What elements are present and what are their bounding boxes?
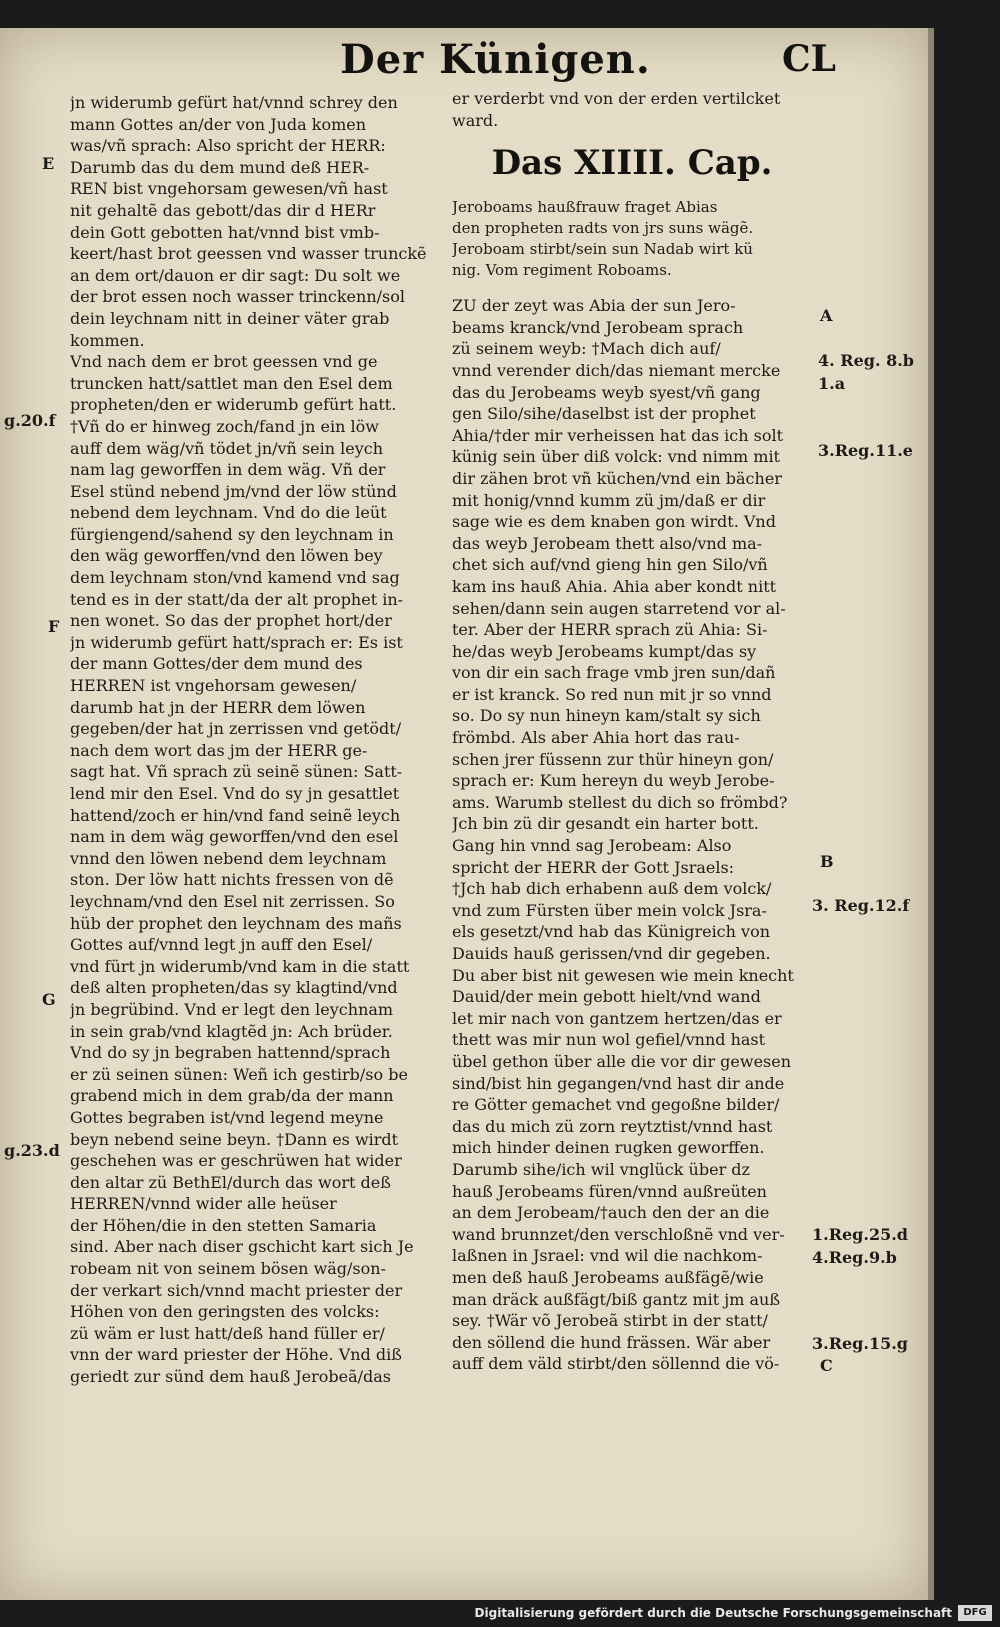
text-line: ZU der zeyt was Abia der sun Jero- — [452, 296, 736, 316]
text-line: der mann Gottes/der dem mund des — [70, 654, 363, 674]
text-line: nam in dem wäg geworffen/vnd den esel — [70, 827, 399, 847]
text-line: Dauid/der mein gebott hielt/vnd wand — [452, 987, 761, 1007]
text-line: Esel stünd nebend jm/vnd der löw stünd — [70, 481, 397, 501]
margin-reference: 1.a — [818, 374, 846, 393]
funding-credit: Digitalisierung gefördert durch die Deutsche Forschungsgemeinschaft — [474, 1606, 952, 1620]
text-line: der Höhen/die in den stetten Samaria — [70, 1215, 377, 1235]
text-line: den wäg geworffen/vnd den löwen bey — [70, 546, 383, 566]
text-line: das du Jerobeams weyb syest/vñ gang — [452, 382, 761, 402]
text-line: darumb hat jn der HERR dem löwen — [70, 697, 366, 717]
text-line: he/das weyb Jerobeams kumpt/das sy — [452, 641, 757, 661]
text-line: gegeben/der hat jn zerrissen vnd getödt/ — [70, 719, 402, 739]
text-line: vnd zum Fürsten über mein volck Jsra- — [452, 900, 767, 920]
text-line: übel gethon über alle die vor dir gewesen — [452, 1051, 792, 1071]
text-line: Du aber bist nit gewesen wie mein knecht — [452, 965, 794, 985]
chapter-heading: Das XIIII. Cap. — [491, 143, 773, 184]
text-line: hauß Jerobeams füren/vnnd außreüten — [452, 1181, 767, 1201]
text-line: sind. Aber nach diser gschicht kart sich Je — [70, 1237, 414, 1257]
text-line: von dir ein sach frage vmb jren sun/dañ — [452, 663, 776, 683]
text-line: lend mir den Esel. Vnd do sy jn gesattlet — [70, 784, 400, 803]
margin-reference: 3. Reg.12.f — [812, 896, 910, 915]
right-column — [452, 88, 812, 1375]
text-line: robeam nit von seinem bösen wäg/son- — [70, 1259, 386, 1279]
text-line: zü wäm er lust hatt/deß hand füller er/ — [70, 1323, 385, 1343]
text-line: sagt hat. Vñ sprach zü seinẽ sünen: Satt- — [70, 762, 403, 782]
text-line: Jeroboam stirbt/sein sun Nadab wirt kü — [452, 240, 753, 259]
text-line: sey. †Wär võ Jerobeã stirbt in der statt/ — [452, 1311, 768, 1331]
text-line: kam ins hauß Ahia. Ahia aber kondt nitt — [452, 576, 777, 596]
text-line: frömbd. Als aber Ahia hort das rau- — [452, 728, 740, 748]
margin-reference: g.23.d — [4, 1141, 60, 1160]
text-line: REN bist vngehorsam gewesen/vñ hast — [70, 179, 388, 199]
text-line: hattend/zoch er hin/vnd fand seinẽ leych — [70, 805, 401, 825]
text-line: re Götter gemachet vnd gegoßne bilder/ — [452, 1095, 780, 1115]
text-line: nach dem wort das jm der HERR ge- — [70, 740, 368, 760]
text-line: den altar zü BethEl/durch das wort deß — [70, 1172, 391, 1192]
text-line: Gottes auf/vnnd legt jn auff den Esel/ — [70, 935, 373, 955]
text-line: vnnd den löwen nebend dem leychnam — [70, 848, 387, 868]
text-line: mit honig/vnnd kumm zü jm/daß er dir — [452, 490, 766, 510]
margin-reference: 4. Reg. 8.b — [818, 351, 914, 370]
left-column — [70, 92, 430, 1388]
running-header — [0, 36, 928, 86]
text-line: beyn nebend seine beyn. †Dann es wirdt — [70, 1129, 399, 1149]
text-line: Vnd do sy jn begraben hattennd/sprach — [70, 1043, 391, 1063]
text-line: let mir nach von gantzem hertzen/das er — [452, 1008, 782, 1028]
text-line: spricht der HERR der Gott Jsraels: — [452, 857, 735, 877]
text-line: künig sein über diß volck: vnd nimm mit — [452, 447, 780, 467]
text-line: er ist kranck. So red nun mit jr so vnnd — [452, 684, 772, 704]
text-line: vnn der ward priester der Höhe. Vnd diß — [70, 1345, 402, 1365]
text-line: auff dem wäg/vñ tödet jn/vñ sein leych — [70, 438, 384, 458]
margin-letter-f: F — [48, 617, 60, 636]
text-line: jn begrübind. Vnd er legt den leychnam — [70, 999, 394, 1019]
text-line: er verderbt vnd von der erden vertilcket — [452, 89, 781, 108]
text-line: sehen/dann sein augen starretend vor al- — [452, 598, 786, 618]
text-line: dein Gott gebotten hat/vnnd bist vmb- — [70, 222, 380, 242]
running-title: Der Künigen. — [340, 36, 651, 83]
margin-letter-e: E — [42, 154, 55, 173]
text-line: keert/hast brot geessen vnd wasser trunckẽ — [70, 244, 427, 264]
text-line: fürgiengend/sahend sy den leychnam in — [70, 524, 394, 544]
text-line: schen jrer füssenn zur thür hineyn gon/ — [452, 749, 774, 769]
text-line: HERREN/vnnd wider alle heüser — [70, 1194, 337, 1214]
chapter-summary — [452, 197, 812, 281]
text-line: vnnd verender dich/das niemant mercke — [452, 360, 781, 380]
text-line: Gottes begraben ist/vnd legend meyne — [70, 1107, 384, 1127]
text-line: propheten/den er widerumb gefürt hatt. — [70, 395, 397, 415]
text-line: in sein grab/vnd klagtẽd jn: Ach brüder. — [70, 1021, 393, 1041]
margin-reference: g.20.f — [4, 411, 56, 430]
text-line: men deß hauß Jerobeams außfägẽ/wie — [452, 1267, 764, 1287]
text-line: Dauids hauß gerissen/vnd dir gegeben. — [452, 944, 771, 963]
text-line: das du mich zü zorn reytztist/vnnd hast — [452, 1116, 773, 1136]
text-line: sind/bist hin gegangen/vnd hast dir ande — [452, 1073, 785, 1093]
text-line: nam lag geworffen in dem wäg. Vñ der — [70, 460, 386, 480]
text-line: Darumb sihe/ich wil vnglück über dz — [452, 1159, 750, 1179]
text-line: sprach er: Kum hereyn du weyb Jerobe- — [452, 771, 775, 791]
margin-reference: 1.Reg.25.d — [812, 1225, 908, 1244]
text-line: an dem Jerobeam/†auch den der an die — [452, 1203, 770, 1223]
text-line: Darumb das du dem mund deß HER- — [70, 157, 370, 177]
text-line: jn widerumb gefürt hat/vnnd schrey den — [70, 93, 398, 112]
text-line: kommen. — [70, 330, 145, 350]
text-line: els gesetzt/vnd hab das Künigreich von — [452, 922, 771, 942]
text-line: der verkart sich/vnnd macht priester der — [70, 1280, 403, 1300]
text-line: was/vñ sprach: Also spricht der HERR: — [70, 136, 386, 156]
text-line: dem leychnam ston/vnd kamend vnd sag — [70, 568, 400, 588]
margin-reference: 3.Reg.11.e — [818, 441, 913, 460]
text-line: tend es in der statt/da der alt prophet in- — [70, 589, 404, 609]
text-line: Gang hin vnnd sag Jerobeam: Also — [452, 836, 732, 856]
text-line: so. Do sy nun hineyn kam/stalt sy sich — [452, 706, 761, 726]
text-line: den söllend die hund frässen. Wär aber — [452, 1332, 771, 1352]
text-line: Vnd nach dem er brot geessen vnd ge — [70, 352, 378, 372]
text-line: gen Silo/sihe/daselbst ist der prophet — [452, 404, 756, 424]
text-line: er zü seinen sünen: Weñ ich gestirb/so be — [70, 1064, 408, 1084]
margin-letter-a: A — [820, 306, 833, 325]
text-line: †Jch hab dich erhabenn auß dem volck/ — [452, 879, 772, 899]
text-line: an dem ort/dauon er dir sagt: Du solt we — [70, 265, 401, 285]
text-line: mann Gottes an/der von Juda komen — [70, 114, 367, 134]
text-line: chet sich auf/vnd gieng hin gen Silo/vñ — [452, 555, 768, 575]
text-line: deß alten propheten/das sy klagtind/vnd — [70, 978, 398, 998]
text-line: HERREN ist vngehorsam gewesen/ — [70, 676, 357, 696]
digitization-footer — [0, 1600, 1000, 1627]
text-line: jn widerumb gefürt hatt/sprach er: Es ist — [70, 632, 403, 652]
text-line: leychnam/vnd den Esel nit zerrissen. So — [70, 891, 395, 911]
text-line: der brot essen noch wasser trinckenn/sol — [70, 287, 405, 307]
margin-reference: 3.Reg.15.g — [812, 1334, 908, 1353]
text-line: Jch bin zü dir gesandt ein harter bott. — [452, 814, 759, 834]
margin-letter-b: B — [820, 852, 834, 871]
text-line: †Vñ do er hinweg zoch/fand jn ein löw — [70, 416, 379, 436]
margin-letter-g: G — [42, 990, 56, 1009]
page-edge — [928, 28, 934, 1600]
text-line: mich hinder deinen rugken geworffen. — [452, 1138, 765, 1158]
text-line: hüb der prophet den leychnam des mañs — [70, 913, 402, 933]
text-line: man dräck außfägt/biß gantz mit jm auß — [452, 1289, 781, 1309]
text-line: nig. Vom regiment Roboams. — [452, 261, 672, 280]
dfg-logo: DFG — [958, 1605, 992, 1621]
folio-number: CL — [782, 38, 836, 80]
margin-reference: 4.Reg.9.b — [812, 1248, 897, 1267]
text-line: dir zähen brot vñ küchen/vnd ein bächer — [452, 468, 782, 488]
text-line: thett was mir nun wol gefiel/vnnd hast — [452, 1030, 766, 1050]
text-line: das weyb Jerobeam thett also/vnd ma- — [452, 533, 763, 553]
text-line: geriedt zur sünd dem hauß Jerobeã/das — [70, 1367, 392, 1387]
text-line: nit gehaltẽ das gebott/das dir d HERr — [70, 200, 376, 220]
text-line: auff dem väld stirbt/den söllennd die vö- — [452, 1354, 780, 1374]
text-line: den propheten radts von jrs suns wägẽ. — [452, 219, 754, 238]
text-line: ter. Aber der HERR sprach zü Ahia: Si- — [452, 620, 768, 640]
text-line: nebend dem leychnam. Vnd do die leüt — [70, 503, 387, 523]
text-line: dein leychnam nitt in deiner väter grab — [70, 308, 390, 328]
text-line: sage wie es dem knaben gon wirdt. Vnd — [452, 512, 776, 532]
text-line: wand brunnzet/den verschloßnẽ vnd ver- — [452, 1224, 785, 1244]
text-line: zü seinem weyb: †Mach dich auf/ — [452, 339, 721, 359]
text-line: nen wonet. So das der prophet hort/der — [70, 611, 392, 631]
text-line: truncken hatt/sattlet man den Esel dem — [70, 373, 393, 393]
text-line: vnd fürt jn widerumb/vnd kam in die statt — [70, 956, 410, 976]
margin-letter-c: C — [820, 1356, 833, 1375]
text-line: Höhen von den geringsten des volcks: — [70, 1302, 380, 1322]
text-line: beams kranck/vnd Jerobeam sprach — [452, 317, 744, 337]
text-line: ston. Der löw hatt nichts fressen von dẽ — [70, 870, 394, 890]
text-line: Jeroboams haußfrauw fraget Abias — [452, 198, 718, 217]
text-line: ams. Warumb stellest du dich so frömbd? — [452, 792, 788, 812]
text-line: ward. — [452, 110, 499, 130]
text-line: Ahia/†der mir verheissen hat das ich solt — [452, 425, 783, 445]
text-line: laßnen in Jsrael: vnd wil die nachkom- — [452, 1246, 763, 1266]
text-line: geschehen was er geschrüwen hat wider — [70, 1151, 402, 1171]
text-line: grabend mich in dem grab/da der mann — [70, 1086, 394, 1106]
